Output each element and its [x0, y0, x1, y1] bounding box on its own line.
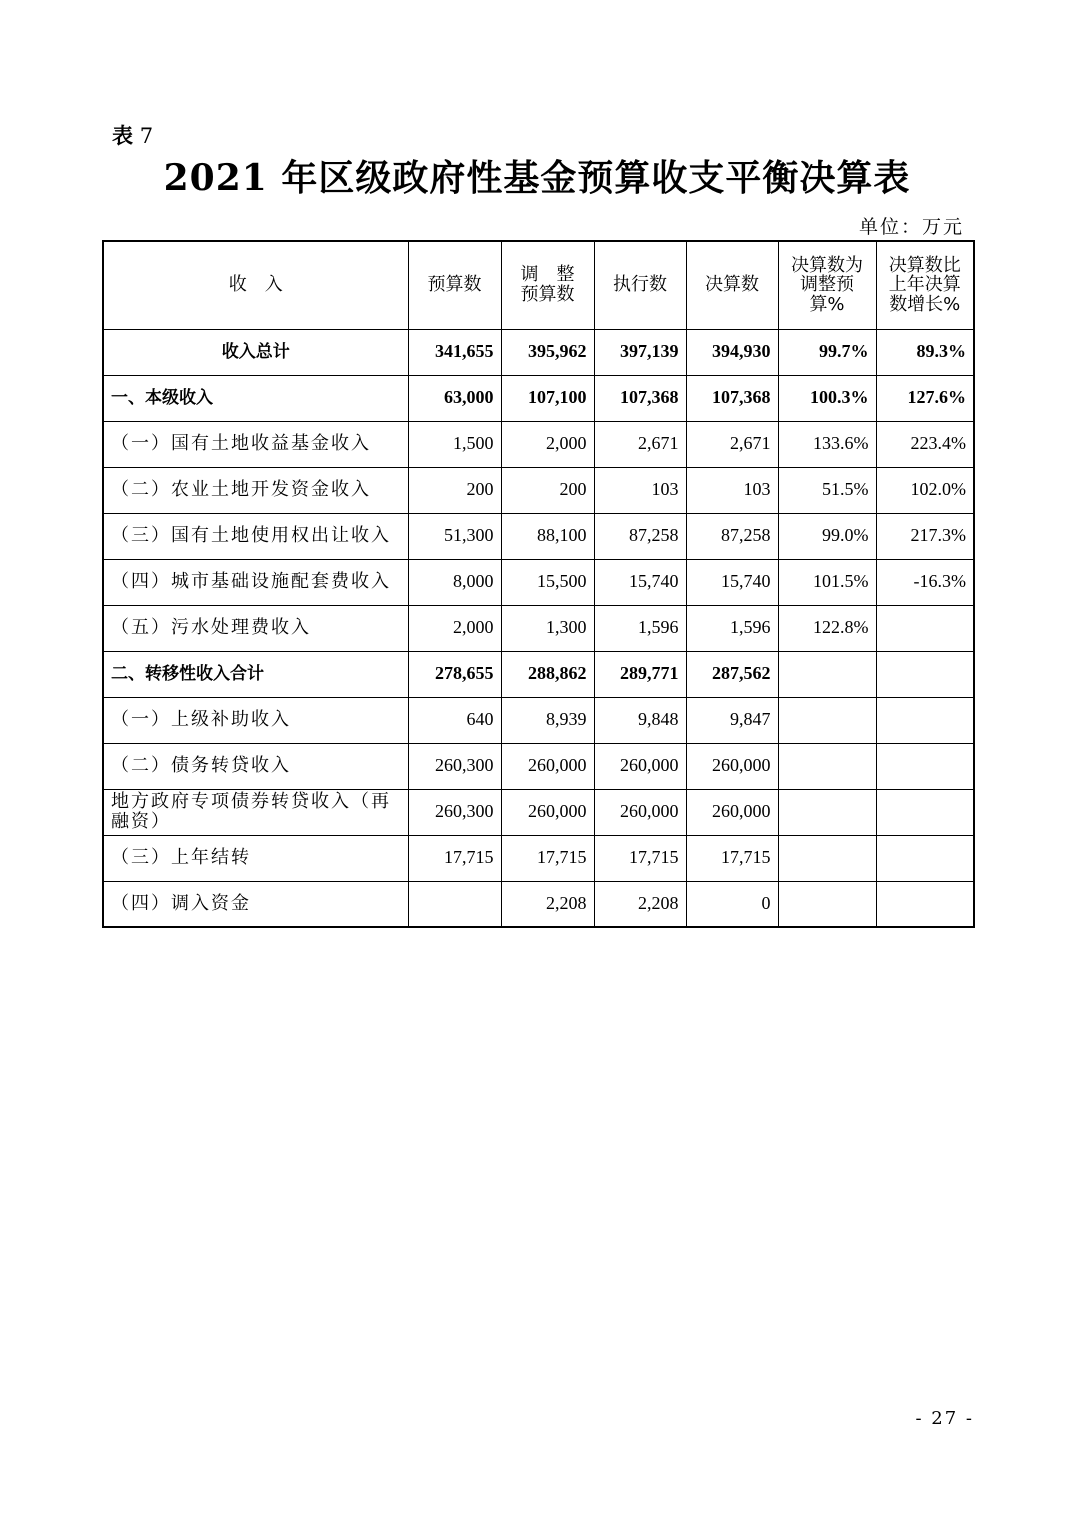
cell-pct-adjusted [778, 743, 876, 789]
cell-budget: 1,500 [408, 421, 501, 467]
cell-pct-adjusted [778, 789, 876, 835]
cell-executed: 260,000 [594, 743, 686, 789]
cell-executed: 260,000 [594, 789, 686, 835]
cell-final: 103 [686, 467, 778, 513]
cell-final: 87,258 [686, 513, 778, 559]
page-title: 2021 年区级政府性基金预算收支平衡决算表 [163, 157, 911, 199]
cell-final: 2,671 [686, 421, 778, 467]
cell-adjusted: 88,100 [501, 513, 594, 559]
cell-final: 260,000 [686, 789, 778, 835]
page-number: - 27 - [915, 1408, 974, 1429]
header-income-text: 收 入 [228, 274, 283, 296]
cell-pct-adjusted: 100.3% [778, 375, 876, 421]
cell-pct-growth [876, 697, 974, 743]
cell-adjusted: 17,715 [501, 835, 594, 881]
cell-budget: 260,300 [408, 789, 501, 835]
cell-pct-adjusted: 101.5% [778, 559, 876, 605]
table-label-number: 7 [139, 124, 154, 148]
cell-budget: 278,655 [408, 651, 501, 697]
cell-final: 107,368 [686, 375, 778, 421]
cell-pct-growth: 89.3% [876, 329, 974, 375]
cell-pct-growth: 102.0% [876, 467, 974, 513]
cell-executed: 9,848 [594, 697, 686, 743]
row-name: 二、转移性收入合计 [103, 651, 408, 697]
row-name: （二）债务转贷收入 [103, 743, 408, 789]
cell-adjusted: 200 [501, 467, 594, 513]
cell-adjusted: 395,962 [501, 329, 594, 375]
cell-adjusted: 2,208 [501, 881, 594, 927]
row-name: （三）上年结转 [103, 835, 408, 881]
cell-final: 9,847 [686, 697, 778, 743]
header-pct-adjusted: 决算数为 调整预 算% [778, 241, 876, 329]
cell-budget: 200 [408, 467, 501, 513]
cell-pct-growth: 223.4% [876, 421, 974, 467]
table-row [103, 743, 974, 789]
cell-pct-adjusted: 51.5% [778, 467, 876, 513]
row-name: （四）调入资金 [103, 881, 408, 927]
cell-pct-adjusted: 99.0% [778, 513, 876, 559]
cell-budget: 51,300 [408, 513, 501, 559]
cell-adjusted: 288,862 [501, 651, 594, 697]
cell-pct-adjusted [778, 881, 876, 927]
table-row [103, 375, 974, 421]
cell-executed: 289,771 [594, 651, 686, 697]
cell-final: 17,715 [686, 835, 778, 881]
budget-table [102, 240, 975, 928]
table-row [103, 789, 974, 835]
table-row [103, 559, 974, 605]
cell-executed: 103 [594, 467, 686, 513]
cell-budget: 341,655 [408, 329, 501, 375]
cell-pct-growth [876, 743, 974, 789]
header-budget: 预算数 [408, 241, 501, 329]
header-income [103, 241, 408, 329]
row-name: （一）国有土地收益基金收入 [103, 421, 408, 467]
cell-executed: 1,596 [594, 605, 686, 651]
table-row [103, 697, 974, 743]
cell-budget: 8,000 [408, 559, 501, 605]
cell-executed: 87,258 [594, 513, 686, 559]
table-row [103, 881, 974, 927]
table-row [103, 421, 974, 467]
cell-budget: 63,000 [408, 375, 501, 421]
table-label-prefix: 表 [112, 124, 133, 148]
cell-executed: 2,208 [594, 881, 686, 927]
cell-final: 287,562 [686, 651, 778, 697]
row-name: （四）城市基础设施配套费收入 [103, 559, 408, 605]
row-name: （一）上级补助收入 [103, 697, 408, 743]
cell-final: 15,740 [686, 559, 778, 605]
table-row [103, 329, 974, 375]
cell-pct-growth [876, 789, 974, 835]
cell-pct-adjusted: 133.6% [778, 421, 876, 467]
row-name: （三）国有土地使用权出让收入 [103, 513, 408, 559]
cell-executed: 397,139 [594, 329, 686, 375]
cell-pct-growth: 127.6% [876, 375, 974, 421]
cell-pct-growth: 217.3% [876, 513, 974, 559]
cell-final: 0 [686, 881, 778, 927]
table-row [103, 605, 974, 651]
cell-final: 394,930 [686, 329, 778, 375]
table-header-row [103, 241, 974, 329]
header-pct-growth: 决算数比 上年决算 数增长% [876, 241, 974, 329]
row-name: 一、本级收入 [103, 375, 408, 421]
cell-budget: 17,715 [408, 835, 501, 881]
table-row [103, 835, 974, 881]
cell-adjusted: 107,100 [501, 375, 594, 421]
cell-adjusted: 8,939 [501, 697, 594, 743]
cell-pct-growth [876, 651, 974, 697]
cell-executed: 107,368 [594, 375, 686, 421]
cell-budget [408, 881, 501, 927]
cell-adjusted: 15,500 [501, 559, 594, 605]
cell-pct-adjusted [778, 697, 876, 743]
cell-adjusted: 2,000 [501, 421, 594, 467]
cell-executed: 17,715 [594, 835, 686, 881]
cell-pct-growth [876, 881, 974, 927]
row-name: 收入总计 [103, 329, 408, 375]
cell-final: 260,000 [686, 743, 778, 789]
cell-pct-adjusted [778, 651, 876, 697]
cell-adjusted: 1,300 [501, 605, 594, 651]
cell-executed: 2,671 [594, 421, 686, 467]
table-row [103, 467, 974, 513]
cell-budget: 2,000 [408, 605, 501, 651]
cell-final: 1,596 [686, 605, 778, 651]
cell-pct-adjusted [778, 835, 876, 881]
cell-adjusted: 260,000 [501, 789, 594, 835]
cell-budget: 640 [408, 697, 501, 743]
table-row [103, 513, 974, 559]
cell-pct-growth [876, 605, 974, 651]
header-adjusted: 调 整 预算数 [501, 241, 594, 329]
cell-executed: 15,740 [594, 559, 686, 605]
cell-budget: 260,300 [408, 743, 501, 789]
header-executed: 执行数 [594, 241, 686, 329]
cell-adjusted: 260,000 [501, 743, 594, 789]
cell-pct-growth: -16.3% [876, 559, 974, 605]
row-name: 地方政府专项债券转贷收入（再融资） [103, 789, 408, 835]
row-name: （二）农业土地开发资金收入 [103, 467, 408, 513]
row-name: （五）污水处理费收入 [103, 605, 408, 651]
cell-pct-adjusted: 99.7% [778, 329, 876, 375]
header-final: 决算数 [686, 241, 778, 329]
cell-pct-adjusted: 122.8% [778, 605, 876, 651]
table-row [103, 651, 974, 697]
unit-label: 单位：万元 [858, 216, 964, 238]
cell-pct-growth [876, 835, 974, 881]
table-number-label [112, 120, 153, 150]
